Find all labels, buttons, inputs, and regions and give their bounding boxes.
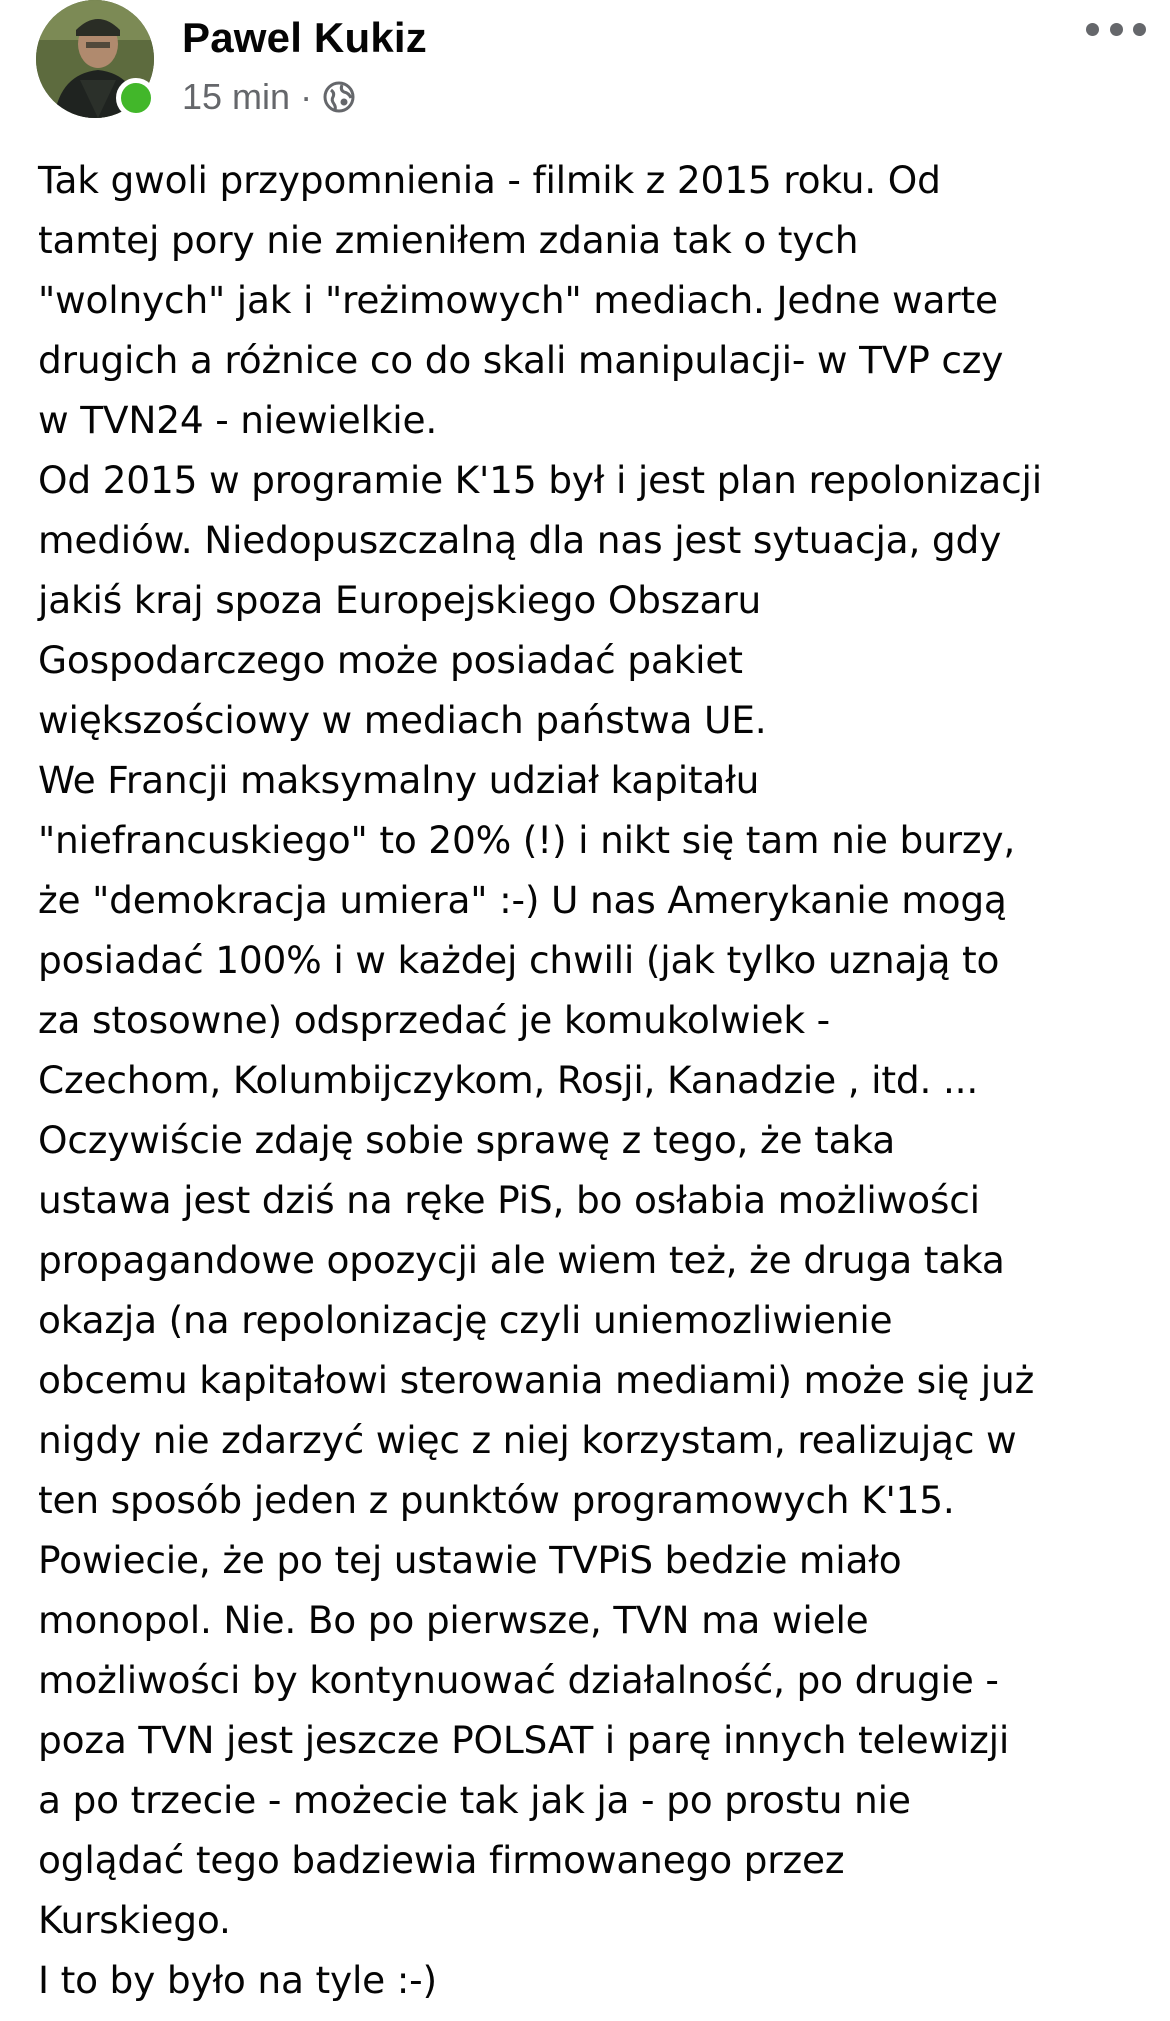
globe-icon[interactable]: [322, 80, 356, 114]
post-text-line: mediów. Niedopuszczalną dla nas jest sytuacja, gdy: [38, 518, 1002, 562]
post-text-line: większościowy w mediach państwa UE.: [38, 698, 767, 742]
post-text-line: posiadać 100% i w każdej chwili (jak tylko uznają to: [38, 938, 1000, 982]
post-text-line: drugich a różnice co do skali manipulacji- w TVP czy: [38, 338, 1004, 382]
post-text-line: a po trzecie - możecie tak jak ja - po prostu nie: [38, 1778, 911, 1822]
post-text-line: jakiś kraj spoza Europejskiego Obszaru: [38, 578, 762, 622]
post-meta: [182, 76, 356, 118]
post-text-line: Tak gwoli przypomnienia - filmik z 2015 roku. Od: [38, 158, 941, 202]
post-text-line: monopol. Nie. Bo po pierwsze, TVN ma wiele: [38, 1598, 869, 1642]
post-text-line: obcemu kapitałowi sterowania mediami) może się już: [38, 1358, 1035, 1402]
post-text-line: propagandowe opozycji ale wiem też, że druga taka: [38, 1238, 1005, 1282]
post-header: [36, 0, 1146, 130]
meta-separator: ·: [300, 76, 313, 117]
author-name[interactable]: Pawel Kukiz: [182, 14, 427, 61]
post-text-line: Gospodarczego może posiadać pakiet: [38, 638, 743, 682]
post-text-line: ustawa jest dziś na ręke PiS, bo osłabia możliwości: [38, 1178, 980, 1222]
post-text-line: Oczywiście zdaję sobie sprawę z tego, że taka: [38, 1118, 895, 1162]
more-options-icon[interactable]: [1086, 14, 1146, 44]
post-text-line: okazja (na repolonizację czyli uniemozliwienie: [38, 1298, 893, 1342]
post-text-line: Od 2015 w programie K'15 był i jest plan repolonizacji: [38, 458, 1042, 502]
post-text-line: I to by było na tyle :-): [38, 1958, 437, 2002]
post-text-line: Kurskiego.: [38, 1898, 231, 1942]
post-timestamp[interactable]: 15 min: [182, 76, 291, 117]
more-dot: [1133, 23, 1146, 36]
post-text-line: za stosowne) odsprzedać je komukolwiek -: [38, 998, 830, 1042]
post-text-line: ten sposób jeden z punktów programowych K'15.: [38, 1478, 955, 1522]
more-dot: [1110, 23, 1123, 36]
post-text-line: Czechom, Kolumbijczykom, Rosji, Kanadzie , itd. ...: [38, 1058, 979, 1102]
post-text: [38, 150, 1148, 2010]
post-text-line: poza TVN jest jeszcze POLSAT i parę innych telewizji: [38, 1718, 1010, 1762]
more-dot: [1086, 23, 1099, 36]
post-text-line: że "demokracja umiera" :-) U nas Amerykanie mogą: [38, 878, 1007, 922]
post-text-line: tamtej pory nie zmieniłem zdania tak o tych: [38, 218, 859, 262]
post-text-line: "wolnych" jak i "reżimowych" mediach. Jedne warte: [38, 278, 998, 322]
post-text-line: w TVN24 - niewielkie.: [38, 398, 438, 442]
post-text-line: oglądać tego badziewia firmowanego przez: [38, 1838, 845, 1882]
post-text-line: Powiecie, że po tej ustawie TVPiS bedzie miało: [38, 1538, 902, 1582]
online-status-indicator: [116, 78, 156, 118]
post-text-line: We Francji maksymalny udział kapitału: [38, 758, 760, 802]
post-text-line: nigdy nie zdarzyć więc z niej korzystam, realizując w: [38, 1418, 1017, 1462]
post-text-line: możliwości by kontynuować działalność, po drugie -: [38, 1658, 999, 1702]
post-text-line: "niefrancuskiego" to 20% (!) i nikt się tam nie burzy,: [38, 818, 1016, 862]
